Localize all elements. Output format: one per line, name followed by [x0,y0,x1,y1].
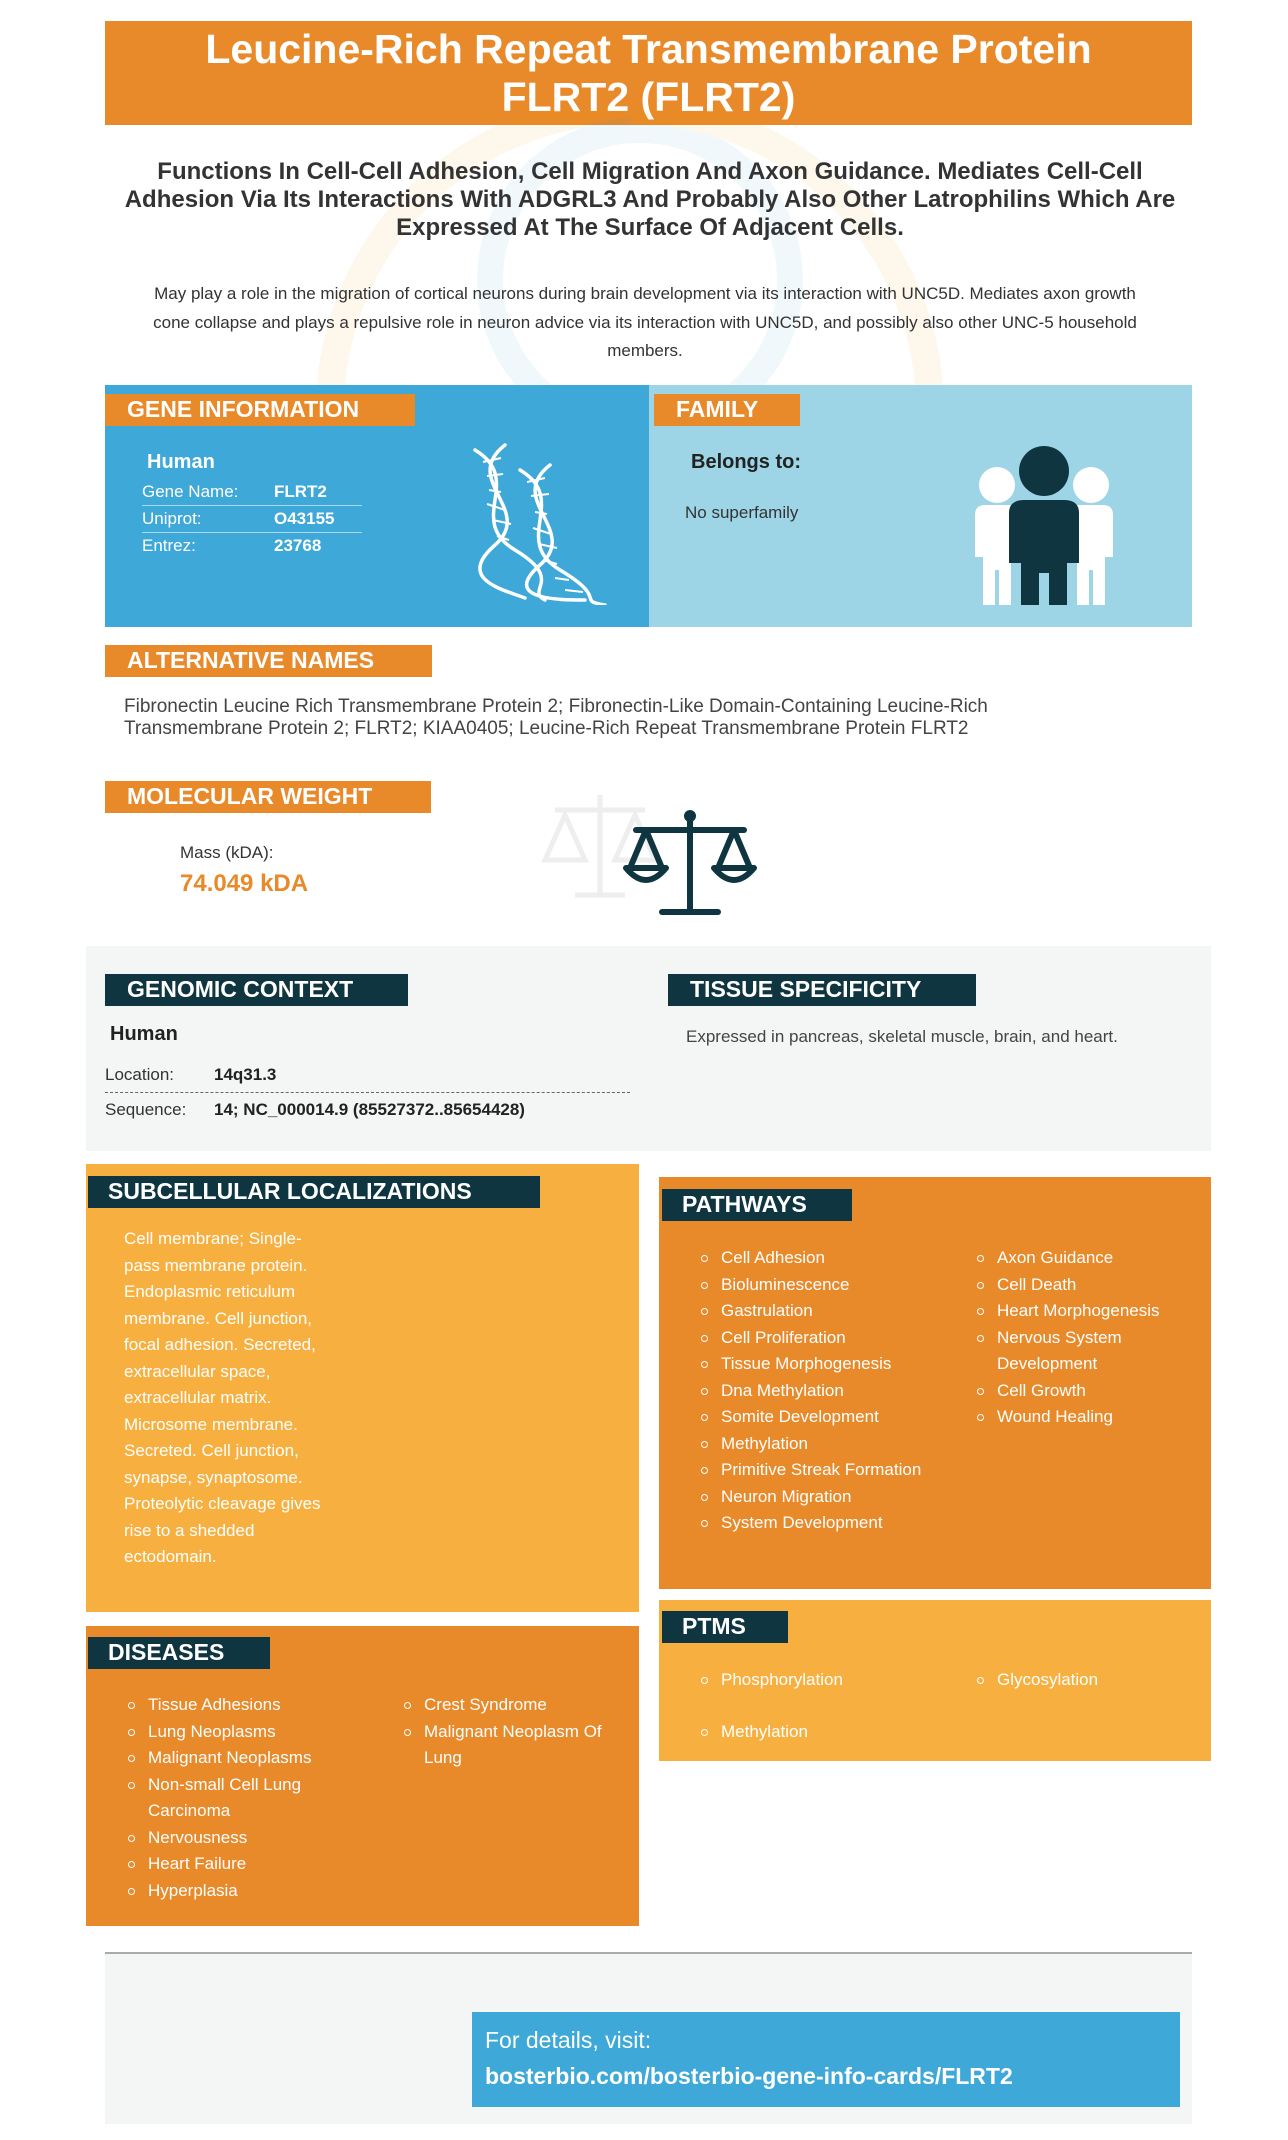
disease-item: Non-small Cell Lung Carcinoma [126,1772,366,1825]
disease-item: Hyperplasia [126,1878,366,1905]
dna-icon [465,440,615,605]
gene-name-value: FLRT2 [274,482,327,501]
ptm-item: Methylation [699,1719,939,1746]
disease-item: Lung Neoplasms [126,1719,366,1746]
pathway-item: Dna Methylation [699,1378,939,1405]
pathway-item: Bioluminescence [699,1272,939,1299]
ptm-item: Glycosylation [975,1667,1205,1694]
uniprot-value: O43155 [274,509,335,528]
location-row [105,1059,630,1093]
tissue-specificity-heading: TISSUE SPECIFICITY [668,974,976,1006]
disease-item: Tissue Adhesions [126,1692,366,1719]
tissue-specificity-text: Expressed in pancreas, skeletal muscle, brain, and heart. [686,1027,1118,1046]
ptms-list-right [975,1667,1205,1694]
alternative-names-heading: ALTERNATIVE NAMES [105,645,432,677]
pathway-item: Neuron Migration [699,1484,939,1511]
details-box [472,2012,1180,2107]
uniprot-row [142,506,362,533]
disease-item: Nervousness [126,1825,366,1852]
details-link[interactable]: bosterbio.com/bosterbio-gene-info-cards/FLRT2 [485,2063,1013,2089]
mass-value: 74.049 kDA [180,870,309,897]
pathway-item: Cell Proliferation [699,1325,939,1352]
diseases-panel [86,1626,639,1926]
entrez-value: 23768 [274,536,322,555]
genomic-species: Human [110,1023,178,1045]
disease-item: Crest Syndrome [402,1692,622,1719]
pathway-item: Cell Death [975,1272,1205,1299]
page-title: Leucine-Rich Repeat Transmembrane Protein FLRT2 (FLRT2) [205,26,1092,120]
pathways-list-left [699,1245,939,1537]
gene-name-label: Gene Name: [142,482,239,501]
family-panel [649,385,1192,627]
pathway-item: Cell Adhesion [699,1245,939,1272]
diseases-list-right [402,1692,622,1772]
pathways-panel [659,1177,1211,1589]
pathway-item: Tissue Morphogenesis [699,1351,939,1378]
entrez-row [142,533,362,560]
uniprot-label: Uniprot: [142,509,202,528]
scale-icon [622,808,758,923]
subcellular-localizations-heading: SUBCELLULAR LOCALIZATIONS [88,1176,540,1208]
pathway-item: Gastrulation [699,1298,939,1325]
ptms-heading: PTMS [662,1611,788,1643]
diseases-list-left [126,1692,366,1904]
gene-species: Human [147,451,215,473]
entrez-label: Entrez: [142,536,196,555]
pathway-item: Methylation [699,1431,939,1458]
molecular-weight-heading: MOLECULAR WEIGHT [105,781,431,813]
pathway-item: Axon Guidance [975,1245,1205,1272]
pathway-item: Primitive Streak Formation [699,1457,939,1484]
pathway-item: Heart Morphogenesis [975,1298,1205,1325]
pathways-heading: PATHWAYS [662,1189,852,1221]
belongs-to-label: Belongs to: [691,451,801,473]
disease-item: Malignant Neoplasms [126,1745,366,1772]
pathway-item: System Development [699,1510,939,1537]
disease-item: Heart Failure [126,1851,366,1878]
location-value: 14q31.3 [214,1065,277,1084]
sequence-label: Sequence: [105,1100,187,1119]
location-label: Location: [105,1065,174,1084]
mass-label: Mass (kDA): [180,843,274,862]
pathway-item: Cell Growth [975,1378,1205,1405]
family-heading: FAMILY [654,394,800,426]
sequence-row [105,1094,630,1128]
pathway-item: Somite Development [699,1404,939,1431]
pathway-item: Nervous System Development [975,1325,1205,1378]
genomic-context-heading: GENOMIC CONTEXT [105,974,408,1006]
alternative-names-text: Fibronectin Leucine Rich Transmembrane Protein 2; Fibronectin-Like Domain-Containing Leucine-Rich Transmembrane Protein 2; FLRT2; KIAA0405; Leucine-Rich Repeat Transmembrane Protein FLRT2 [124,696,988,739]
subcellular-localizations-text: Cell membrane; Single-pass membrane protein. Endoplasmic reticulum membrane. Cell junction, focal adhesion. Secreted, extracellular space, extracellular matrix. Microsome membrane. Secreted. Cell junction, synapse, synaptosome. Proteolytic cleavage gives rise to a shedded ectodomain. [124,1229,321,1566]
family-value: No superfamily [685,503,799,522]
pathways-list-right [975,1245,1205,1431]
disease-item: Malignant Neoplasm Of Lung [402,1719,622,1772]
ptm-item: Phosphorylation [699,1667,939,1694]
subcellular-localizations-panel [86,1164,639,1612]
pathway-item: Wound Healing [975,1404,1205,1431]
gene-information-panel [105,385,649,627]
gene-information-heading: GENE INFORMATION [105,394,415,426]
gene-name-row [142,479,362,506]
protein-function-summary: Functions In Cell-Cell Adhesion, Cell Migration And Axon Guidance. Mediates Cell-Cell Adhesion Via Its Interactions With ADGRL3 And Probably Also Other Latrophilins Which Are Expressed At The Surface Of Adjacent Cells. [124,158,1176,241]
people-icon [969,445,1119,605]
ptms-list-left [699,1667,939,1770]
protein-description: May play a role in the migration of cortical neurons during brain development via its interaction with UNC5D. Mediates axon growth cone collapse and plays a repulsive role in neuron advice via its interaction with UNC5D, and possibly also other UNC-5 household members. [153,284,1137,360]
ptms-panel [659,1600,1211,1761]
sequence-value: 14; NC_000014.9 (85527372..85654428) [214,1100,525,1119]
details-label: For details, visit: [485,2027,652,2053]
diseases-heading: DISEASES [88,1637,270,1669]
